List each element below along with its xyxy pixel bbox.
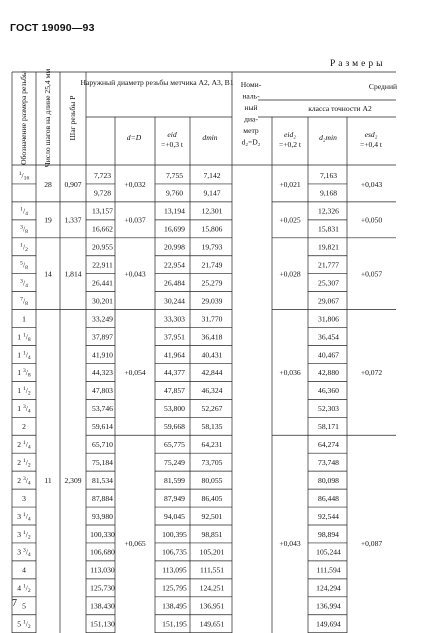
designation-cell: $^3$/8 xyxy=(20,224,28,236)
nominal-d2-cell: 73,705 xyxy=(201,457,223,467)
outer-d-cell: 100,330 xyxy=(90,529,115,539)
document-header: ГОСТ 19090—93 xyxy=(10,22,95,34)
esd2-cell: +0,087 xyxy=(360,538,383,548)
designation-cell: 2 xyxy=(22,422,26,432)
outer-d-cell: 125,730 xyxy=(90,583,115,593)
d2min-cell: 9,168 xyxy=(319,188,338,198)
outer-d-cell: 106,680 xyxy=(90,547,115,557)
outer-dmin-cell: 22,954 xyxy=(164,260,185,270)
designation-cell: $^3$/4 xyxy=(20,278,28,289)
nominal-d2-cell: 58,135 xyxy=(201,422,223,432)
nominal-d2-cell: 124,251 xyxy=(199,583,225,593)
section-caption: Размеры xyxy=(330,59,386,69)
outer-d-cell: 53,746 xyxy=(92,404,113,414)
eid-cell: +0,032 xyxy=(124,179,146,189)
esd2-cell: +0,050 xyxy=(360,215,383,225)
eid2-cell: +0,043 xyxy=(279,538,301,548)
header-eid2-value: =+0,2 t xyxy=(278,140,302,149)
outer-dmin-cell: 81,599 xyxy=(164,475,185,485)
header-nominal-diameter: Номи- xyxy=(240,80,262,89)
d2min-cell: 80,098 xyxy=(318,475,339,485)
outer-d-cell: 16,662 xyxy=(92,224,113,234)
nominal-d2-cell: 86,405 xyxy=(201,493,223,503)
outer-dmin-cell: 94,045 xyxy=(164,511,185,521)
header-eid-value: =+0,3 t xyxy=(160,140,184,149)
header-d: d=D xyxy=(126,133,142,142)
header-esd2: esd₂ xyxy=(364,130,378,139)
outer-d-cell: 87,884 xyxy=(92,493,113,503)
d2min-cell: 124,294 xyxy=(316,583,341,593)
header-designation: Обозначение размера резьбы xyxy=(19,71,28,165)
outer-dmin-cell: 87,949 xyxy=(164,493,185,503)
d2min-cell: 86,448 xyxy=(318,493,339,503)
designation-cell: 1 $^1$/4 xyxy=(17,350,31,361)
designation-cell: $^7$/8 xyxy=(20,296,28,307)
outer-d-cell: 33,249 xyxy=(92,314,113,324)
outer-dmin-cell: 47,857 xyxy=(164,386,185,396)
d2min-cell: 136,994 xyxy=(316,601,341,611)
outer-dmin-cell: 53,800 xyxy=(164,404,185,414)
header-d2min: d₂min xyxy=(319,133,337,142)
nominal-d2-cell: 31,770 xyxy=(201,314,223,324)
d2min-cell: 46,360 xyxy=(318,386,339,396)
pitch-cell: 0,907 xyxy=(64,179,82,189)
eid-cell: +0,037 xyxy=(124,215,146,225)
designation-cell: 5 xyxy=(22,601,26,611)
nominal-d2-cell: 15,806 xyxy=(201,224,223,234)
outer-d-cell: 93,980 xyxy=(92,511,113,521)
outer-d-cell: 9,728 xyxy=(93,188,112,198)
outer-dmin-cell: 20,998 xyxy=(164,242,185,252)
outer-dmin-cell: 138,495 xyxy=(162,601,187,611)
d2min-cell: 40,467 xyxy=(318,350,339,360)
d2min-cell: 64,274 xyxy=(318,440,339,450)
d2min-cell: 105,244 xyxy=(316,547,341,557)
outer-dmin-cell: 113,095 xyxy=(162,565,187,575)
outer-dmin-cell: 44,377 xyxy=(164,368,185,378)
nominal-d2-cell: 136,951 xyxy=(199,601,225,611)
header-dmin: dmin xyxy=(202,133,218,142)
outer-dmin-cell: 151,195 xyxy=(162,619,187,629)
designation-cell: 4 xyxy=(22,565,26,575)
nominal-d2-cell: 7,142 xyxy=(203,170,221,180)
outer-dmin-cell: 41,964 xyxy=(164,350,185,360)
nominal-d2-cell: 29,039 xyxy=(201,296,223,306)
d2min-cell: 25,307 xyxy=(318,278,339,288)
outer-d-cell: 30,201 xyxy=(92,296,113,306)
d2min-cell: 7,163 xyxy=(319,170,338,180)
nominal-d2-cell: 80,055 xyxy=(201,475,223,485)
outer-dmin-cell: 9,760 xyxy=(165,188,184,198)
outer-d-cell: 75,184 xyxy=(92,457,113,467)
designation-cell: $^5$/8 xyxy=(20,260,28,272)
esd2-cell: +0,043 xyxy=(360,179,383,189)
outer-d-cell: 22,911 xyxy=(92,260,113,270)
outer-d-cell: 37,897 xyxy=(92,332,113,342)
header-threads-per-inch: Число шагов на длине 25,4 мм xyxy=(43,68,52,168)
outer-dmin-cell: 125,795 xyxy=(162,583,187,593)
outer-d-cell: 151,130 xyxy=(90,619,115,629)
d2min-cell: 42,880 xyxy=(318,368,339,378)
esd2-cell: +0,057 xyxy=(360,269,383,279)
outer-d-cell: 7,723 xyxy=(93,170,112,180)
nominal-d2-cell: 52,267 xyxy=(201,404,223,414)
header-eid: eid xyxy=(167,130,177,139)
header-nominal-diameter: метр xyxy=(243,126,259,135)
outer-dmin-cell: 59,668 xyxy=(164,422,185,432)
designation-cell: 2 $^1$/2 xyxy=(17,457,31,469)
outer-d-cell: 20,955 xyxy=(92,242,113,252)
threads-per-inch-cell: 28 xyxy=(44,179,52,189)
d2min-cell: 111,594 xyxy=(316,565,341,575)
designation-cell: 1 $^3$/8 xyxy=(17,368,31,379)
designation-cell: 2 $^3$/4 xyxy=(17,475,31,487)
outer-dmin-cell: 65,775 xyxy=(164,440,185,450)
header-accuracy-class: класса точности А2 xyxy=(308,104,372,113)
eid-cell: +0,043 xyxy=(124,269,146,279)
eid2-cell: +0,021 xyxy=(279,179,301,189)
designation-cell: 1 $^1$/2 xyxy=(17,386,31,397)
eid-cell: +0,054 xyxy=(124,368,146,378)
nominal-d2-cell: 111,551 xyxy=(199,565,225,575)
d2min-cell: 12,326 xyxy=(318,206,339,216)
outer-d-cell: 47,803 xyxy=(92,386,113,396)
nominal-d2-cell: 92,501 xyxy=(201,511,223,521)
eid-cell: +0,065 xyxy=(124,538,146,548)
header-pitch: Шаг резьбы P xyxy=(68,95,77,141)
outer-dmin-cell: 106,735 xyxy=(162,547,187,557)
designation-cell: 2 $^1$/4 xyxy=(17,440,31,451)
header-nominal-diameter: ный xyxy=(244,103,258,112)
nominal-d2-cell: 21,749 xyxy=(201,260,223,270)
nominal-d2-cell: 46,324 xyxy=(201,386,223,396)
d2min-cell: 73,748 xyxy=(318,457,339,467)
nominal-d2-cell: 12,301 xyxy=(201,206,223,216)
designation-cell: 3 xyxy=(22,493,26,503)
esd2-cell: +0,072 xyxy=(360,368,383,378)
header-outer-diameter: Наружный диаметр резьбы метчика А2, А3, В1 xyxy=(80,78,234,87)
nominal-d2-cell: 9,147 xyxy=(203,188,221,198)
outer-d-cell: 59,614 xyxy=(92,422,113,432)
header-eid2: eid₂ xyxy=(284,130,296,139)
outer-dmin-cell: 37,951 xyxy=(164,332,185,342)
outer-dmin-cell: 26,484 xyxy=(164,278,185,288)
nominal-d2-cell: 19,793 xyxy=(201,242,223,252)
d2min-cell: 31,806 xyxy=(318,314,339,324)
header-nominal-diameter: диа- xyxy=(244,114,258,124)
designation-cell: 3 $^1$/2 xyxy=(17,529,31,541)
outer-d-cell: 138,430 xyxy=(90,601,115,611)
outer-d-cell: 13,157 xyxy=(92,206,113,216)
d2min-cell: 58,171 xyxy=(318,422,339,432)
nominal-d2-cell: 40,431 xyxy=(201,350,223,360)
outer-dmin-cell: 30,244 xyxy=(164,296,185,306)
d2min-cell: 92,544 xyxy=(318,511,339,521)
outer-dmin-cell: 16,699 xyxy=(164,224,185,234)
d2min-cell: 21,777 xyxy=(318,260,339,270)
outer-dmin-cell: 100,395 xyxy=(162,529,187,539)
eid2-cell: +0,025 xyxy=(279,215,301,225)
designation-cell: $^1$/16 xyxy=(18,170,30,182)
outer-dmin-cell: 7,755 xyxy=(165,170,184,180)
pitch-cell: 1,814 xyxy=(64,269,82,279)
designation-cell: 5 $^1$/2 xyxy=(17,619,31,631)
nominal-d2-cell: 105,201 xyxy=(199,547,225,557)
d2min-cell: 15,831 xyxy=(318,224,339,234)
designation-cell: 1 $^1$/8 xyxy=(17,332,31,343)
threads-per-inch-cell: 11 xyxy=(44,475,52,485)
outer-d-cell: 41,910 xyxy=(92,350,113,360)
d2min-cell: 149,694 xyxy=(316,619,341,629)
d2min-cell: 52,303 xyxy=(318,404,339,414)
nominal-d2-cell: 25,279 xyxy=(201,278,223,288)
outer-d-cell: 44,323 xyxy=(92,368,113,378)
eid2-cell: +0,028 xyxy=(279,269,301,279)
outer-d-cell: 81,534 xyxy=(92,475,113,485)
designation-cell: 4 $^1$/2 xyxy=(17,583,31,595)
nominal-d2-cell: 64,231 xyxy=(201,440,223,450)
outer-dmin-cell: 75,249 xyxy=(164,457,185,467)
outer-d-cell: 65,710 xyxy=(92,440,113,450)
designation-cell: $^1$/2 xyxy=(20,242,28,254)
page-number: 7 xyxy=(12,598,17,609)
designation-cell: $^1$/4 xyxy=(20,206,28,218)
nominal-d2-cell: 98,851 xyxy=(201,529,223,539)
designation-cell: 3 $^3$/4 xyxy=(17,547,31,559)
nominal-d2-cell: 42,844 xyxy=(201,368,223,378)
header-nominal-diameter: наль- xyxy=(242,91,260,101)
nominal-d2-cell: 149,651 xyxy=(199,619,225,629)
threads-per-inch-cell: 14 xyxy=(44,269,52,279)
eid2-cell: +0,036 xyxy=(279,368,301,378)
outer-d-cell: 113,030 xyxy=(90,565,115,575)
designation-cell: 3 $^1$/4 xyxy=(17,511,31,523)
outer-dmin-cell: 13,194 xyxy=(164,206,185,216)
designation-cell: 1 $^3$/4 xyxy=(17,404,31,415)
outer-dmin-cell: 33,303 xyxy=(164,314,185,324)
header-esd2-value: =+0,4 t xyxy=(359,140,383,149)
threads-per-inch-cell: 19 xyxy=(44,215,52,225)
outer-d-cell: 26,441 xyxy=(92,278,113,288)
header-nominal-diameter: d₂=D₂ xyxy=(241,137,261,147)
header-mean-diameter: Средний xyxy=(368,82,398,91)
d2min-cell: 36,454 xyxy=(318,332,339,342)
d2min-cell: 19,821 xyxy=(318,242,339,252)
pitch-cell: 2,309 xyxy=(64,475,82,485)
designation-cell: 1 xyxy=(22,314,26,324)
nominal-d2-cell: 36,418 xyxy=(201,332,223,342)
pitch-cell: 1,337 xyxy=(64,215,82,225)
d2min-cell: 98,894 xyxy=(318,529,339,539)
d2min-cell: 29,067 xyxy=(318,296,339,306)
